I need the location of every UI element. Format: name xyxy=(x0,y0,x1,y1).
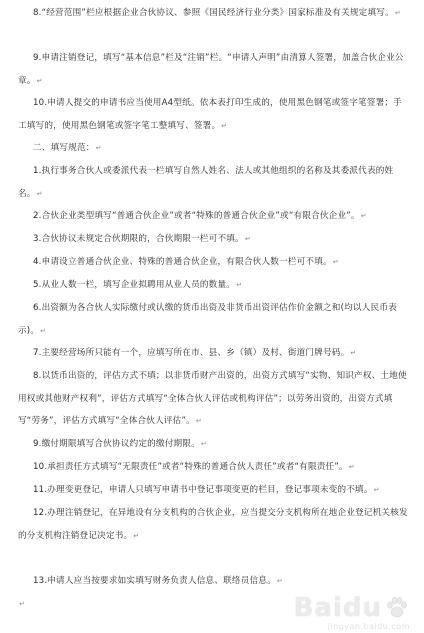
rule-item-8: 8.以货币出资的，评估方式不填；以非货币财产出资的，出资方式填写“实物、知识产权、土地使用权或其他财产权利”，评估方式填写“全体合伙人评估或机构评估”；以劳务出资的，出资方式填写“劳务”，评估方式填写“全体合伙人评估”。↵ xyxy=(18,371,407,426)
rule-item-3: 3.合伙协议未规定合伙期限的，合伙期限一栏可不填。↵ xyxy=(33,234,251,244)
paragraph-mark: ↵ xyxy=(95,144,102,152)
rule-item-9: 9.缴付期限填写合伙协议约定的缴付期限。↵ xyxy=(33,439,207,449)
rule-item-7: 7.主要经营场所只能有一个，应填写所在市、县、乡（镇）及村、街道门牌号码。↵ xyxy=(33,348,357,358)
paragraph-mark: ↵ xyxy=(195,417,202,425)
paragraph-mark: ↵ xyxy=(373,486,380,494)
rule-item-11: 11.办理变更登记，申请人只填写申请书中登记事项变更的栏目，登记事项未变的不填。↵ xyxy=(33,485,380,495)
paragraph-mark: ↵ xyxy=(221,121,228,130)
paragraph-item-8: 8.“经营范围”栏应根据企业合伙协议、参照《国民经济行业分类》国家标准及有关规定填写。↵ xyxy=(33,8,401,18)
rule-item-1: 1.执行事务合伙人或委派代表一栏填写自然人姓名、法人或其他组织的名称及其委派代表的姓名。↵ xyxy=(18,166,394,199)
paragraph-mark: ↵ xyxy=(348,463,355,471)
rule-item-4: 4.申请设立普通合伙企业、特殊的普通合伙企业，有限合伙人数一栏可不填。↵ xyxy=(33,257,339,267)
paragraph-mark: ↵ xyxy=(236,281,243,289)
paragraph-mark: ↵ xyxy=(36,76,43,85)
paragraph-mark: ↵ xyxy=(40,326,47,335)
rule-item-10: 10.承担责任方式填写“无限责任”或者“特殊的普通合伙人责任”或者“有限责任”。↵ xyxy=(33,462,355,472)
paragraph-mark: ↵ xyxy=(200,440,207,448)
paw-icon xyxy=(384,595,410,621)
paragraph-mark: ↵ xyxy=(19,600,26,608)
paragraph-mark: ↵ xyxy=(394,9,401,17)
rule-item-6: 6.出资额为各合伙人实际缴付或认缴的货币出资及非货币出资评估作价金额之和(均以人民币表示)。↵ xyxy=(18,303,397,336)
paragraph-mark: ↵ xyxy=(360,212,367,220)
paragraph-item-9: 9.申请注销登记，填写“基本信息”栏及“注销”栏。“申请人声明”由清算人签署，加盖合伙企业公章。↵ xyxy=(18,53,404,86)
watermark-sub: jingyan.baidu.com xyxy=(327,622,410,631)
paragraph-mark: ↵ xyxy=(36,189,43,198)
paragraph-item-10: 10.申请人提交的申请书应当使用A4型纸。依本表打印生成的，使用黑色钢笔或签字笔签署；手工填写的，使用黑色钢笔或签字笔工整填写、签署。↵ xyxy=(18,98,402,131)
rule-item-2: 2.合伙企业类型填写“普通合伙企业”或者“特殊的普通合伙企业”或“有限合伙企业”。↵ xyxy=(33,211,367,221)
section-heading-fill-rules: 二、填写规范：↵ xyxy=(33,143,102,153)
paragraph-mark: ↵ xyxy=(332,258,339,266)
rule-item-13: 13.申请人应当按要求如实填写财务负责人信息、联络员信息。↵ xyxy=(33,576,283,586)
watermark-brand: Baidu xyxy=(293,593,382,623)
paragraph-mark: ↵ xyxy=(350,349,357,357)
paragraph-mark: ↵ xyxy=(133,531,140,540)
paragraph-mark: ↵ xyxy=(244,235,251,243)
baidu-watermark xyxy=(294,593,410,623)
rule-item-5: 5.从业人数一栏，填写企业拟聘用从业人员的数量。↵ xyxy=(33,280,243,290)
paragraph-mark: ↵ xyxy=(276,577,283,585)
rule-item-12: 12.办理注销登记，在异地设有分支机构的合伙企业，应当提交分支机构所在地企业登记机关核发的分支机构注销登记决定书。↵ xyxy=(18,508,408,541)
